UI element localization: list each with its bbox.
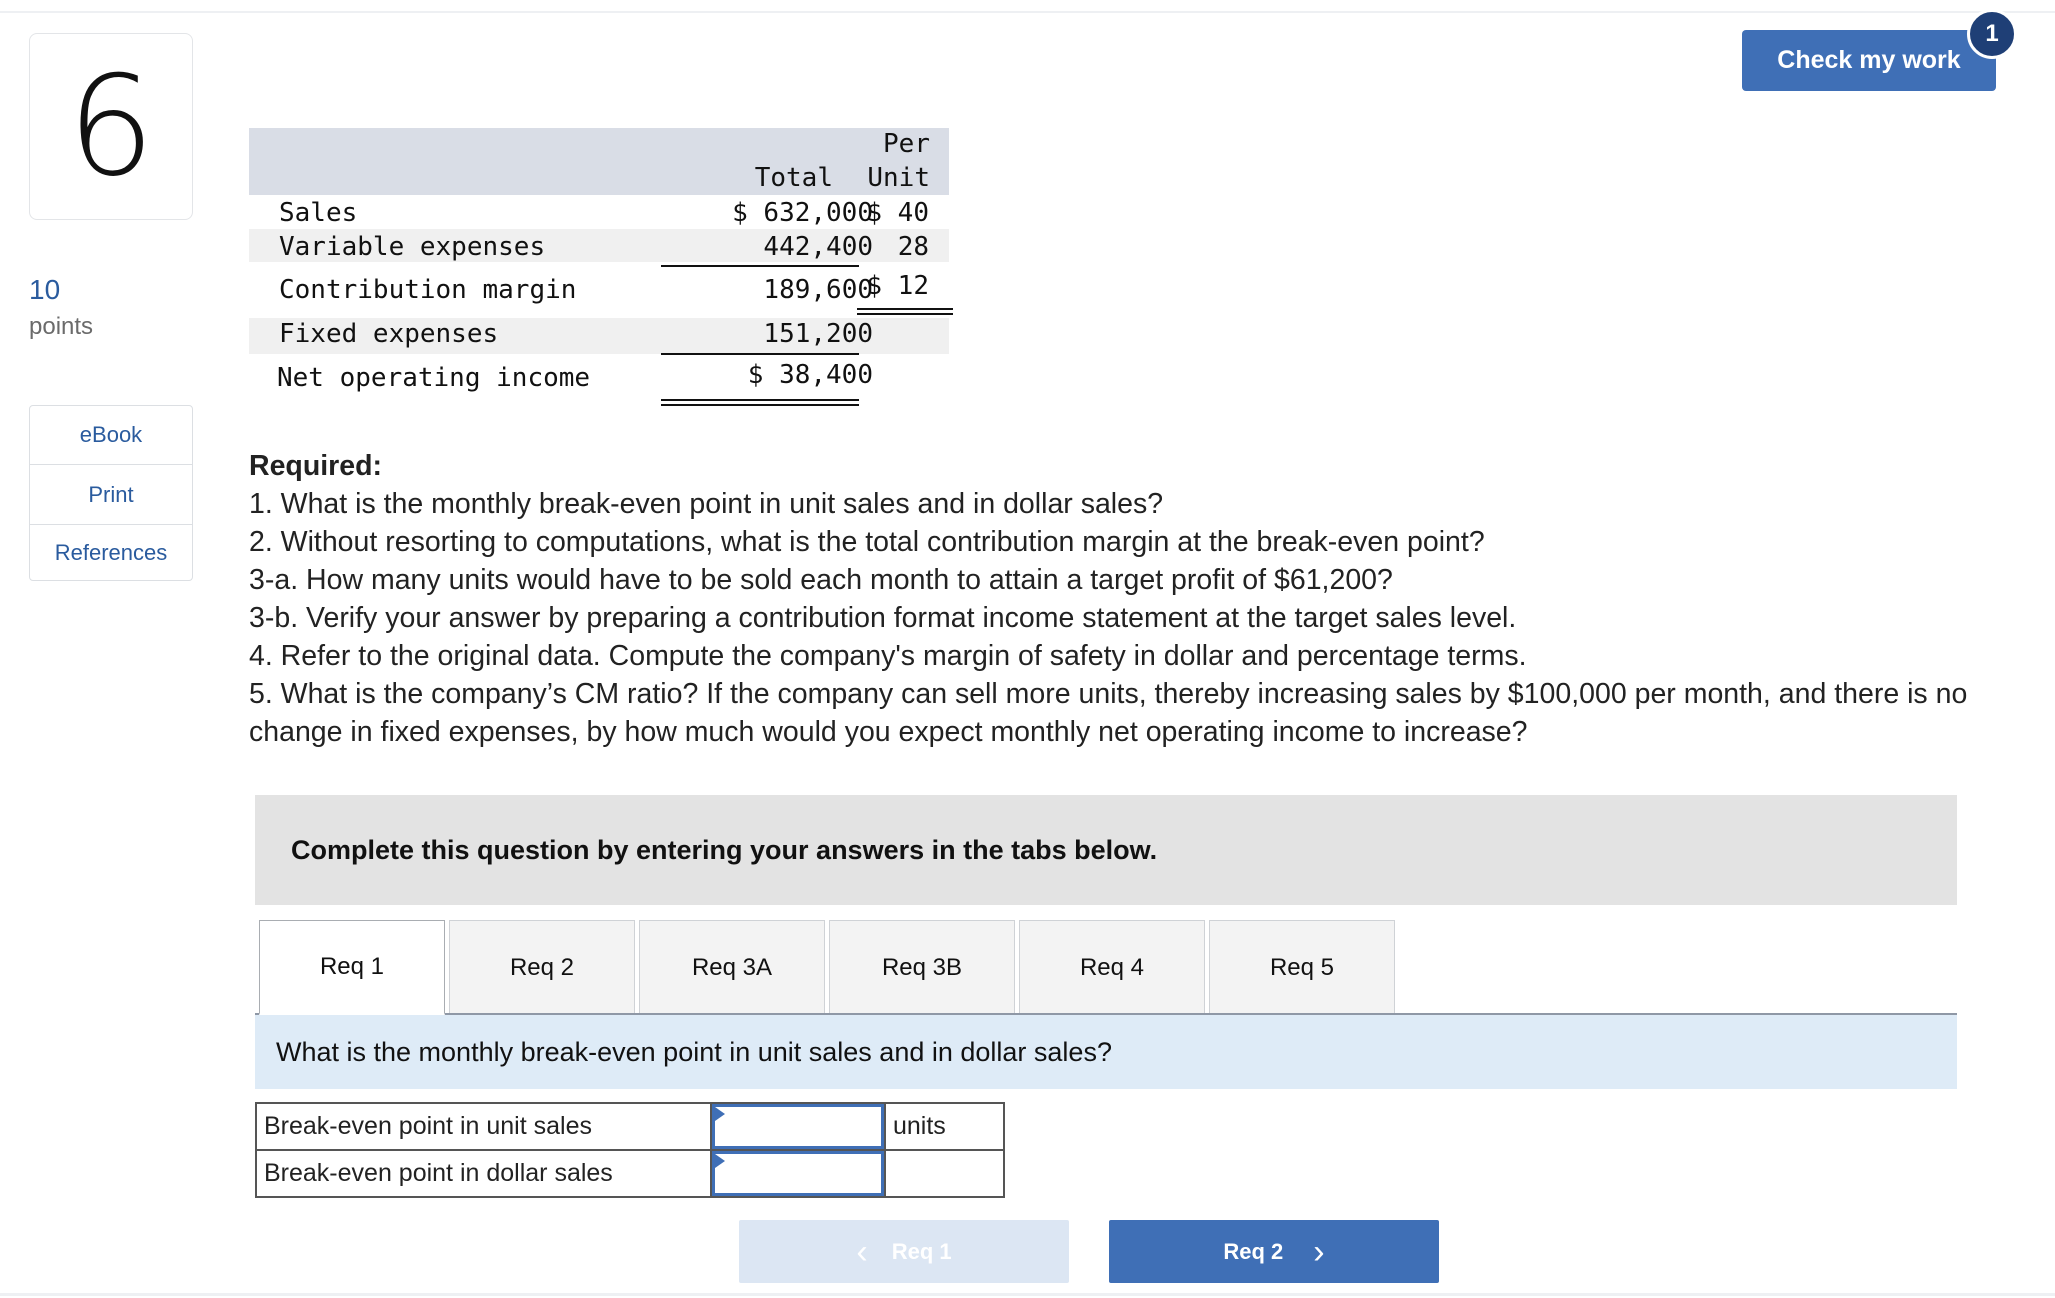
break-even-units-input[interactable] [712, 1104, 884, 1149]
print-link[interactable]: Print [30, 465, 192, 525]
prev-req-button[interactable] [739, 1220, 1069, 1283]
required-item: 5. What is the company’s CM ratio? If the company can sell more units, thereby increasing sales by $100,000 per month, and there is no change in fixed expenses, by how much would you expect monthly net operating income to increase? [249, 678, 1968, 748]
tab-prompt: What is the monthly break-even point in unit sales and in dollar sales? [255, 1015, 1957, 1089]
points-value: 10 [29, 274, 61, 305]
required-title: Required: [249, 450, 383, 482]
tab-req-5[interactable]: Req 5 [1209, 920, 1395, 1015]
tab-req-2[interactable]: Req 2 [449, 920, 635, 1015]
check-count-badge: 1 [1967, 9, 2017, 59]
row-unit-variable-expenses: 28 [897, 232, 929, 262]
underline [661, 265, 859, 267]
tab-req-4[interactable]: Req 4 [1019, 920, 1205, 1015]
row-total-contribution-margin: 189,600 [763, 275, 873, 305]
answer-cell [711, 1150, 885, 1197]
tab-req-1[interactable]: Req 1 [259, 920, 445, 1015]
tab-req-3b[interactable]: Req 3B [829, 920, 1015, 1015]
answer-unit: units [885, 1103, 1004, 1150]
break-even-dollars-input[interactable] [712, 1151, 884, 1196]
prev-req-label: Req 1 [891, 1238, 952, 1264]
answer-table [255, 1102, 1005, 1198]
question-number: 6 [29, 33, 193, 220]
required-item: 1. What is the monthly break-even point in unit sales and in dollar sales? [249, 488, 1164, 520]
input-marker-icon [715, 1107, 725, 1121]
row-total-net-operating-income: $ 38,400 [747, 360, 873, 390]
col-header-unit: Unit [867, 163, 930, 193]
points-label: points [29, 313, 94, 340]
required-item: 4. Refer to the original data. Compute the company's margin of safety in dollar and percentage terms. [249, 640, 1527, 672]
row-total-sales: $ 632,000 [732, 198, 873, 228]
row-label-net-operating-income: Net operating income [277, 363, 591, 393]
col-header-per: Per [883, 129, 930, 159]
row-total-variable-expenses: 442,400 [763, 232, 873, 262]
next-req-label: Req 2 [1223, 1238, 1284, 1264]
answer-label: Break-even point in dollar sales [256, 1150, 711, 1197]
double-underline-bottom [661, 404, 859, 406]
double-underline-top [661, 399, 859, 401]
requirement-tabs [259, 920, 1399, 1015]
ebook-link[interactable]: eBook [30, 406, 192, 465]
required-section [249, 447, 2009, 751]
table-row [256, 1103, 1004, 1150]
answer-label: Break-even point in unit sales [256, 1103, 711, 1150]
row-label-contribution-margin: Contribution margin [279, 275, 577, 305]
chevron-right-icon: › [1313, 1232, 1325, 1271]
row-total-fixed-expenses: 151,200 [763, 319, 873, 349]
row-label-variable-expenses: Variable expenses [279, 232, 546, 262]
answer-cell [711, 1103, 885, 1150]
top-divider [0, 11, 2055, 13]
required-item: 2. Without resorting to computations, what is the total contribution margin at the break-even point? [249, 526, 1485, 558]
row-label-fixed-expenses: Fixed expenses [279, 319, 499, 349]
row-unit-sales: $ 40 [866, 198, 929, 228]
statement-header-band [249, 128, 949, 195]
row-unit-contribution-margin: $ 12 [866, 271, 929, 301]
table-row [256, 1150, 1004, 1197]
row-label-sales: Sales [279, 198, 358, 228]
required-item: 3-a. How many units would have to be sold each month to attain a target profit of $61,200? [249, 564, 1393, 596]
required-item: 3-b. Verify your answer by preparing a contribution format income statement at the target sales level. [249, 602, 1517, 634]
input-marker-icon [715, 1154, 725, 1168]
resource-links [29, 405, 193, 581]
col-header-total: Total [754, 163, 833, 193]
underline [661, 353, 859, 355]
income-statement [249, 128, 949, 408]
answer-unit [885, 1150, 1004, 1197]
check-my-work-button[interactable]: Check my work [1742, 30, 1996, 91]
tab-req-3a[interactable]: Req 3A [639, 920, 825, 1015]
instructions-banner: Complete this question by entering your answers in the tabs below. [255, 795, 1957, 905]
references-link[interactable]: References [54, 539, 168, 565]
next-req-button[interactable] [1109, 1220, 1439, 1283]
chevron-left-icon: ‹ [856, 1232, 868, 1271]
double-underline-top [857, 308, 953, 310]
bottom-divider [0, 1293, 2055, 1296]
double-underline-bottom [857, 313, 953, 315]
